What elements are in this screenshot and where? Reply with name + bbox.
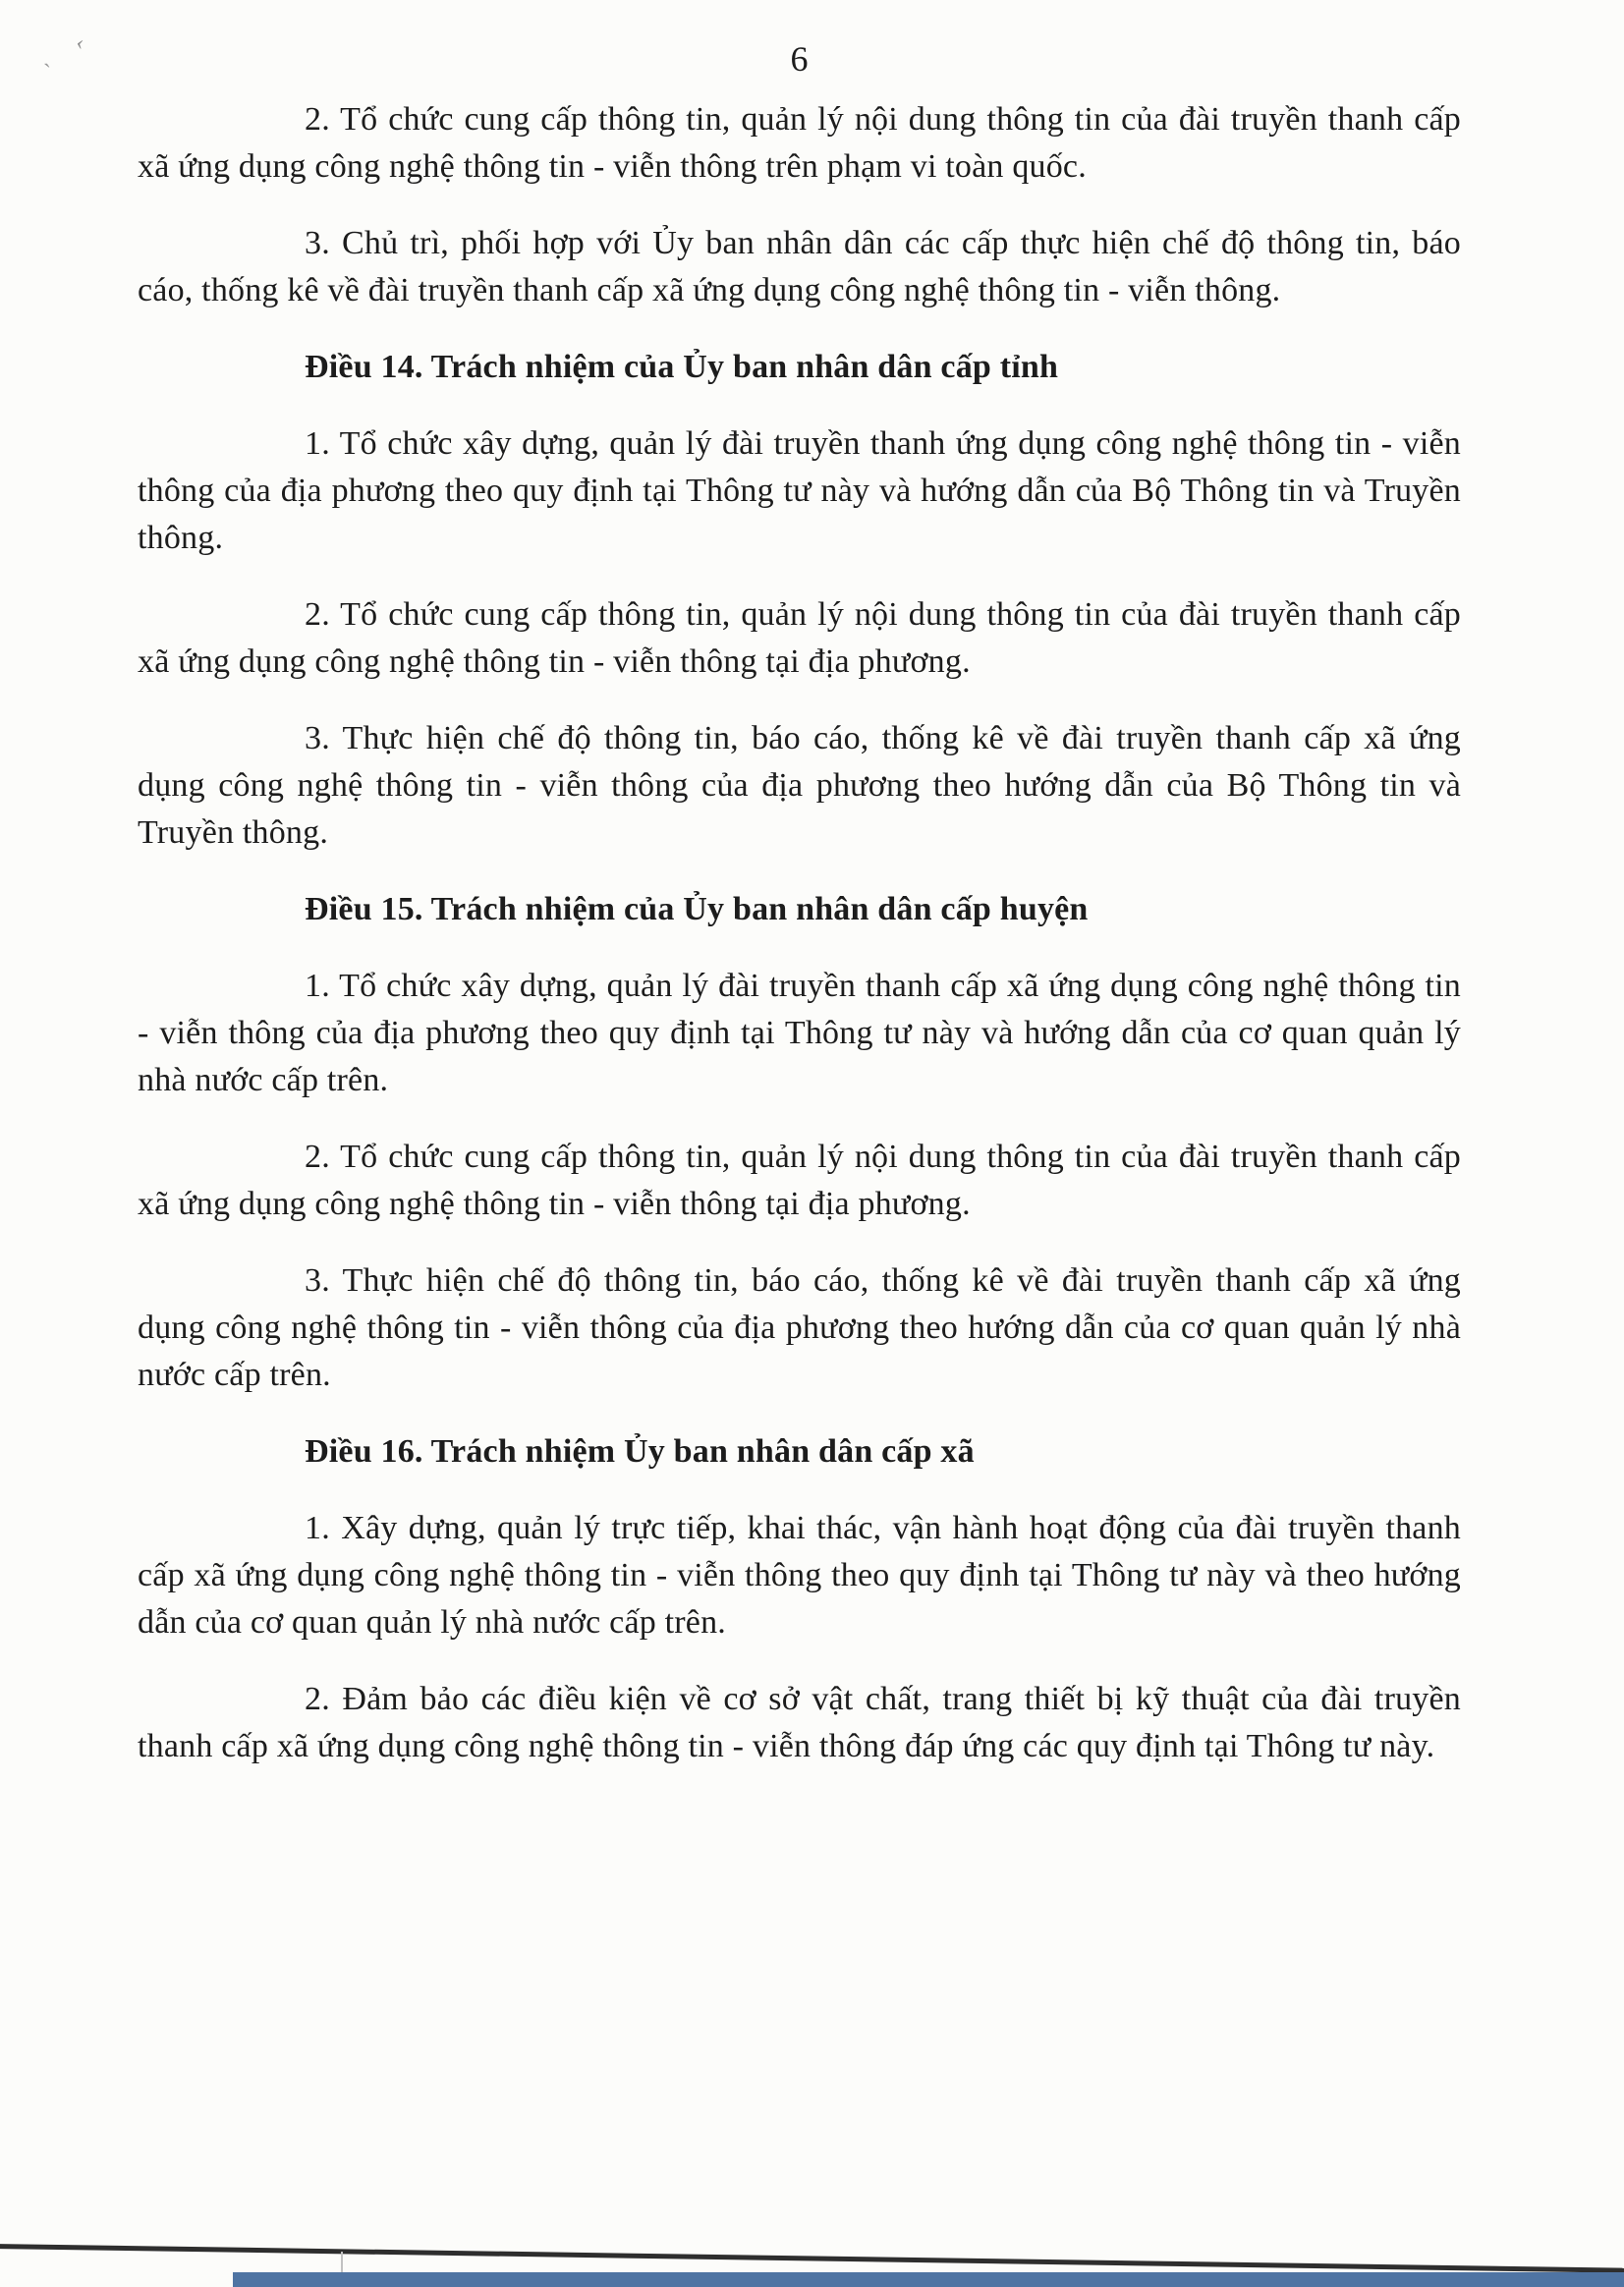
section-heading: Điều 15. Trách nhiệm của Ủy ban nhân dân cấp huyện: [305, 891, 1089, 927]
section-heading: Điều 16. Trách nhiệm Ủy ban nhân dân cấp xã: [305, 1433, 975, 1470]
scan-page-edge-line: [0, 2244, 1624, 2273]
scan-artifact-mark: ‹: [74, 28, 86, 55]
paragraph: 3. Thực hiện chế độ thông tin, báo cáo, thống kê về đài truyền thanh cấp xã ứng dụng công nghệ thông tin - viễn thông của địa phương theo hướng dẫn của Bộ Thông tin và Truyền thông.: [138, 720, 1461, 851]
paragraph: 2. Đảm bảo các điều kiện về cơ sở vật chất, trang thiết bị kỹ thuật của đài truyền thanh cấp xã ứng dụng công nghệ thông tin - viễn thông đáp ứng các quy định tại Thông tư này.: [138, 1681, 1461, 1764]
paragraph: 2. Tổ chức cung cấp thông tin, quản lý nội dung thông tin của đài truyền thanh cấp xã ứng dụng công nghệ thông tin - viễn thông tại địa phương.: [138, 1139, 1461, 1222]
paragraph: 2. Tổ chức cung cấp thông tin, quản lý nội dung thông tin của đài truyền thanh cấp xã ứng dụng công nghệ thông tin - viễn thông tại địa phương.: [138, 596, 1461, 680]
document-body: [138, 96, 1461, 1770]
footer-bar: [233, 2272, 1624, 2287]
paragraph: 3. Chủ trì, phối hợp với Ủy ban nhân dân các cấp thực hiện chế độ thông tin, báo cáo, thống kê về đài truyền thanh cấp xã ứng dụng công nghệ thông tin - viễn thông.: [138, 225, 1461, 308]
paragraph: 3. Thực hiện chế độ thông tin, báo cáo, thống kê về đài truyền thanh cấp xã ứng dụng công nghệ thông tin - viễn thông của địa phương theo hướng dẫn của cơ quan quản lý nhà nước cấp trên.: [138, 1262, 1461, 1393]
scan-artifact-mark: `: [43, 61, 51, 86]
paragraph: 1. Xây dựng, quản lý trực tiếp, khai thác, vận hành hoạt động của đài truyền thanh cấp xã ứng dụng công nghệ thông tin - viễn thông theo quy định tại Thông tư này và theo hướng dẫn của cơ quan quản lý nhà nước cấp trên.: [138, 1510, 1461, 1641]
section-heading: Điều 14. Trách nhiệm của Ủy ban nhân dân cấp tỉnh: [305, 349, 1059, 385]
paragraph: 1. Tổ chức xây dựng, quản lý đài truyền thanh ứng dụng công nghệ thông tin - viễn thông của địa phương theo quy định tại Thông tư này và hướng dẫn của Bộ Thông tin và Truyền thông.: [138, 425, 1461, 556]
paragraph: 2. Tổ chức cung cấp thông tin, quản lý nội dung thông tin của đài truyền thanh cấp xã ứng dụng công nghệ thông tin - viễn thông trên phạm vi toàn quốc.: [138, 101, 1461, 185]
paragraph: 1. Tổ chức xây dựng, quản lý đài truyền thanh cấp xã ứng dụng công nghệ thông tin - viễn thông của địa phương theo quy định tại Thông tư này và hướng dẫn của cơ quan quản lý nhà nước cấp trên.: [138, 968, 1461, 1098]
page-number: 6: [790, 39, 809, 79]
